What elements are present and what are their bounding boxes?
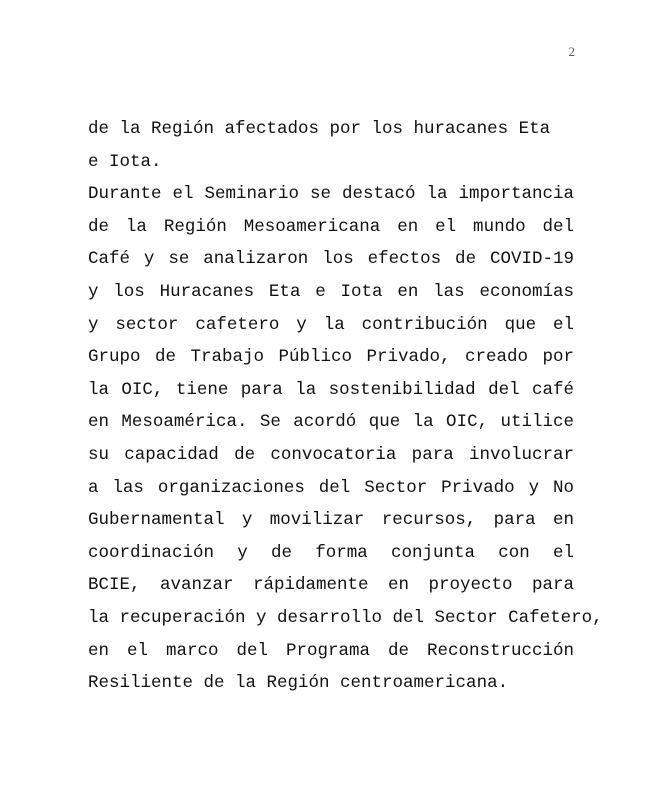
body-line: y sector cafetero y la contribución que el xyxy=(88,314,574,335)
body-line: de la Región afectados por los huracanes Eta xyxy=(88,119,551,139)
body-line: a las organizaciones del Sector Privado y No xyxy=(88,477,574,498)
body-line: su capacidad de convocatoria para involucrar xyxy=(88,444,574,465)
body-line: e Iota. xyxy=(88,151,162,172)
body-line: BCIE, avanzar rápidamente en proyecto para xyxy=(88,575,574,596)
body-line: en Mesoamérica. Se acordó que la OIC, utilice xyxy=(88,412,574,433)
body-line: la recuperación y desarrollo del Sector Cafetero, xyxy=(88,607,603,628)
document-body xyxy=(88,113,603,700)
body-line: y los Huracanes Eta e Iota en las economías xyxy=(88,281,574,302)
body-line: Gubernamental y movilizar recursos, para en xyxy=(88,510,574,531)
body-line: la OIC, tiene para la sostenibilidad del café xyxy=(88,379,574,400)
body-line: coordinación y de forma conjunta con el xyxy=(88,542,574,563)
body-line: Café y se analizaron los efectos de COVID-19 xyxy=(88,249,574,270)
body-line: Resiliente de la Región centroamericana. xyxy=(88,673,509,694)
body-line: de la Región Mesoamericana en el mundo del xyxy=(88,216,574,237)
body-line: Grupo de Trabajo Público Privado, creado por xyxy=(88,347,574,368)
body-line: en el marco del Programa de Reconstrucción xyxy=(88,640,574,661)
page-number: 2 xyxy=(568,44,575,59)
body-line: Durante el Seminario se destacó la importancia xyxy=(88,184,574,205)
